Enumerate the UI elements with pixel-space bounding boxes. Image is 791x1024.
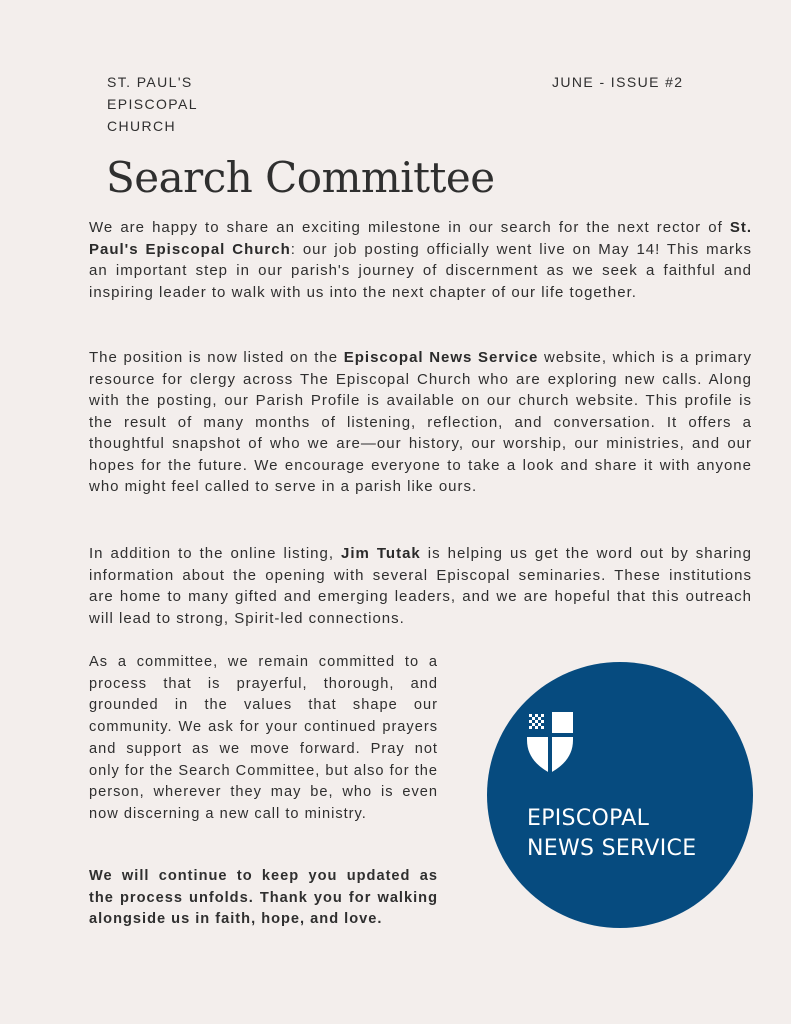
paragraph-posting-text-b: website, which is a primary resource for clergy across The Episcopal Church who are exploring new calls. Along with the posting, our Parish Profile is available on our church website. This profile is the result of many months of listening, reflection, and conversation. It offers a thoughtful snapshot of who we are—our history, our worship, our ministries, and our hopes for the future. We encourage everyone to take a look and share it with anyone who might feel called to serve in a parish like ours. [89, 349, 752, 495]
issue-label: JUNE - ISSUE #2 [552, 74, 684, 90]
page-title: Search Committee [106, 153, 495, 202]
church-name-line2: EPISCOPAL [107, 96, 198, 112]
paragraph-posting-bold: Episcopal News Service [343, 349, 539, 366]
paragraph-committee: As a committee, we remain committed to a process that is prayerful, thorough, and grounded in the values that shape our community. We ask for your continued prayers and support as we move forward. Pray not only for the Search Committee, but also for the person, wherever they may be, who is even now discerning a new call to ministry. [89, 654, 438, 822]
logo-wordmark [527, 804, 696, 864]
paragraph-milestone [89, 217, 752, 303]
episcopal-shield-icon [527, 712, 573, 774]
paragraph-posting-text-a: The position is now listed on the [89, 349, 344, 366]
logo-line1: EPISCOPAL [527, 806, 650, 831]
paragraph-outreach-text-b: is helping us get the word out by sharing information about the opening with several Episcopal seminaries. These institutions are home to many gifted and emerging leaders, and we are hopeful that this outreach will lead to strong, Spirit-led connections. [89, 545, 752, 627]
paragraph-outreach [89, 543, 752, 629]
episcopal-news-service-logo [487, 662, 753, 928]
paragraph-milestone-text-a: We are happy to share an exciting milestone in our search for the next rector of [89, 219, 730, 236]
church-name-line3: CHURCH [107, 118, 177, 134]
paragraph-milestone-bold: St. Paul's Episcopal Church [89, 219, 752, 258]
church-name [107, 71, 198, 137]
logo-line2: NEWS SERVICE [527, 836, 697, 861]
paragraph-outreach-text-a: In addition to the online listing, [89, 545, 342, 562]
paragraph-outreach-bold: Jim Tutak [341, 545, 421, 562]
church-name-line1: ST. PAUL'S [107, 74, 193, 90]
paragraph-milestone-text-b: : our job posting officially went live on May 14! This marks an important step in our parish's journey of discernment as we seek a faithful and inspiring leader to walk with us into the next chapter of our life together. [89, 240, 753, 301]
paragraph-closing: We will continue to keep you updated as the process unfolds. Thank you for walking alongside us in faith, hope, and love. [89, 868, 438, 928]
paragraph-posting [89, 347, 752, 498]
